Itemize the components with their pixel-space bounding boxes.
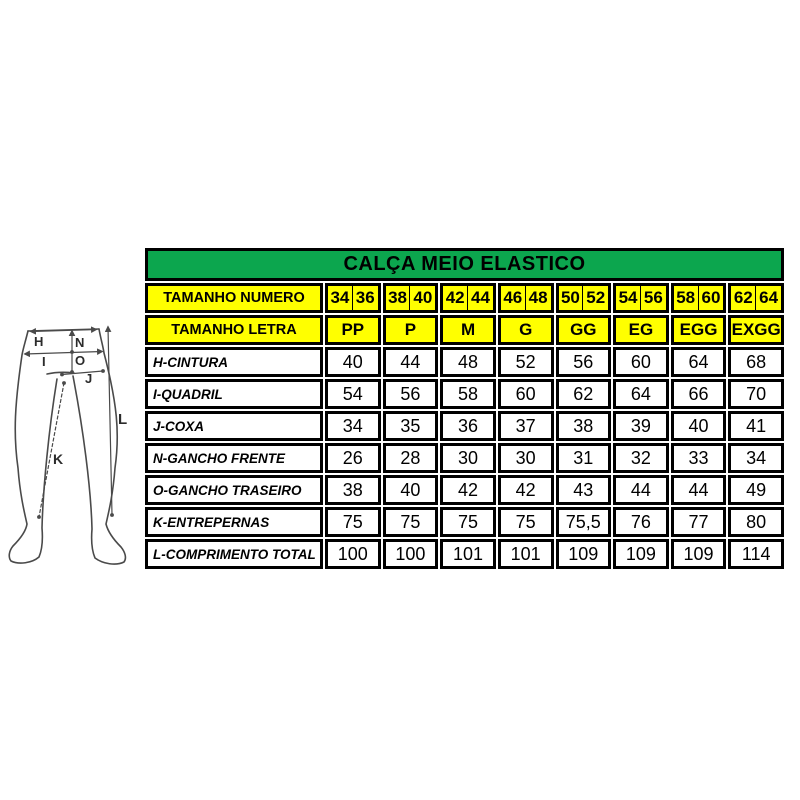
- measurement-value: 49: [728, 475, 784, 505]
- size-number-pair-cell: [728, 283, 784, 313]
- measurement-value: 109: [613, 539, 669, 569]
- measurement-value: 44: [671, 475, 727, 505]
- table-title: CALÇA MEIO ELASTICO: [145, 248, 784, 281]
- measurement-value: 76: [613, 507, 669, 537]
- measurement-value: 48: [440, 347, 496, 377]
- size-number-pair-cell: [671, 283, 727, 313]
- front-rise-label: N: [75, 335, 85, 350]
- measurement-value: 70: [728, 379, 784, 409]
- measurement-value: 64: [671, 347, 727, 377]
- measurement-value: 114: [728, 539, 784, 569]
- measurement-value: 101: [440, 539, 496, 569]
- size-letter-cell: G: [498, 315, 554, 345]
- size-number-header: TAMANHO NUMERO: [145, 283, 323, 313]
- measurement-value: 75,5: [556, 507, 612, 537]
- title-row: [145, 248, 784, 281]
- back-rise-label: O: [75, 353, 86, 368]
- measurement-value: 26: [325, 443, 381, 473]
- measurement-value: 56: [556, 347, 612, 377]
- size-letter-cell: M: [440, 315, 496, 345]
- measurement-value: 64: [613, 379, 669, 409]
- measurement-value: 38: [556, 411, 612, 441]
- size-letter-cell: EG: [613, 315, 669, 345]
- measurement-value: 40: [325, 347, 381, 377]
- measurement-value: 42: [440, 475, 496, 505]
- measurement-value: 54: [325, 379, 381, 409]
- measurement-value: 68: [728, 347, 784, 377]
- measurement-row: [145, 475, 784, 505]
- size-number-value: 50: [559, 286, 584, 310]
- measurement-value: 60: [613, 347, 669, 377]
- size-number-value: 64: [759, 288, 779, 307]
- measurement-value: 30: [440, 443, 496, 473]
- measurement-value: 36: [440, 411, 496, 441]
- size-number-value: 48: [528, 288, 548, 307]
- measurement-value: 75: [498, 507, 554, 537]
- measurement-value: 40: [383, 475, 439, 505]
- measurement-value: 39: [613, 411, 669, 441]
- measurement-value: 75: [440, 507, 496, 537]
- measurement-value: 31: [556, 443, 612, 473]
- size-number-value: 58: [674, 286, 699, 310]
- measurement-value: 56: [383, 379, 439, 409]
- size-number-value: 44: [471, 288, 490, 307]
- pants-measurement-diagram: [8, 318, 144, 570]
- measurement-label: H-CINTURA: [145, 347, 323, 377]
- size-chart-body: [145, 248, 784, 569]
- measurement-value: 42: [498, 475, 554, 505]
- size-number-value: 54: [616, 286, 641, 310]
- measurement-value: 38: [325, 475, 381, 505]
- size-number-value: 34: [328, 286, 353, 310]
- size-number-value: 56: [643, 288, 663, 307]
- size-chart-table: [143, 246, 786, 571]
- measurement-label: J-COXA: [145, 411, 323, 441]
- size-letter-row: [145, 315, 784, 345]
- size-number-pair-cell: [440, 283, 496, 313]
- size-letter-cell: PP: [325, 315, 381, 345]
- size-letter-cell: EXGG: [728, 315, 784, 345]
- measurement-value: 44: [383, 347, 439, 377]
- waist-label: H: [34, 334, 44, 349]
- measurement-value: 37: [498, 411, 554, 441]
- measurement-value: 77: [671, 507, 727, 537]
- measurement-value: 34: [325, 411, 381, 441]
- size-number-value: 52: [586, 288, 606, 307]
- pants-outline: [9, 329, 128, 564]
- measurement-label: O-GANCHO TRASEIRO: [145, 475, 323, 505]
- measurement-value: 35: [383, 411, 439, 441]
- inseam-label: K: [53, 451, 64, 467]
- thigh-label: J: [85, 371, 93, 386]
- measurement-row: [145, 379, 784, 409]
- measurement-value: 30: [498, 443, 554, 473]
- size-number-value: 38: [386, 286, 411, 310]
- size-number-pair-cell: [556, 283, 612, 313]
- measurement-label: L-COMPRIMENTO TOTAL: [145, 539, 323, 569]
- measurement-row: [145, 411, 784, 441]
- size-number-value: 60: [701, 288, 721, 307]
- measurement-value: 62: [556, 379, 612, 409]
- size-number-value: 46: [501, 286, 526, 310]
- measurement-value: 60: [498, 379, 554, 409]
- measurement-value: 66: [671, 379, 727, 409]
- size-letter-cell: EGG: [671, 315, 727, 345]
- size-letter-cell: GG: [556, 315, 612, 345]
- measurement-value: 100: [383, 539, 439, 569]
- measurement-value: 52: [498, 347, 554, 377]
- measurement-value: 75: [383, 507, 439, 537]
- measurement-value: 109: [671, 539, 727, 569]
- measurement-value: 75: [325, 507, 381, 537]
- size-number-value: 36: [355, 288, 375, 307]
- measurement-value: 101: [498, 539, 554, 569]
- hip-width-line: [25, 352, 102, 355]
- measurement-label: N-GANCHO FRENTE: [145, 443, 323, 473]
- measurement-label: K-ENTREPERNAS: [145, 507, 323, 537]
- measurement-value: 44: [613, 475, 669, 505]
- size-number-value: 40: [413, 288, 433, 307]
- measurement-row: [145, 507, 784, 537]
- size-number-pair-cell: [383, 283, 439, 313]
- size-number-pair-cell: [325, 283, 381, 313]
- measurement-value: 41: [728, 411, 784, 441]
- measurement-value: 109: [556, 539, 612, 569]
- measurement-value: 34: [728, 443, 784, 473]
- total-length-line: [108, 327, 112, 515]
- measurement-value: 33: [671, 443, 727, 473]
- size-number-value: 42: [443, 286, 468, 310]
- size-letter-header: TAMANHO LETRA: [145, 315, 323, 345]
- size-number-row: [145, 283, 784, 313]
- measurement-row: [145, 347, 784, 377]
- measurement-row: [145, 539, 784, 569]
- measurement-value: 58: [440, 379, 496, 409]
- measurement-value: 40: [671, 411, 727, 441]
- hip-label: I: [42, 354, 46, 369]
- size-number-pair-cell: [613, 283, 669, 313]
- total-length-label: L: [118, 411, 128, 428]
- measurement-value: 100: [325, 539, 381, 569]
- measurement-value: 32: [613, 443, 669, 473]
- measurement-row: [145, 443, 784, 473]
- measurement-value: 28: [383, 443, 439, 473]
- measurement-label: I-QUADRIL: [145, 379, 323, 409]
- size-number-pair-cell: [498, 283, 554, 313]
- size-number-value: 62: [731, 286, 756, 310]
- size-letter-cell: P: [383, 315, 439, 345]
- measurement-value: 80: [728, 507, 784, 537]
- measurement-value: 43: [556, 475, 612, 505]
